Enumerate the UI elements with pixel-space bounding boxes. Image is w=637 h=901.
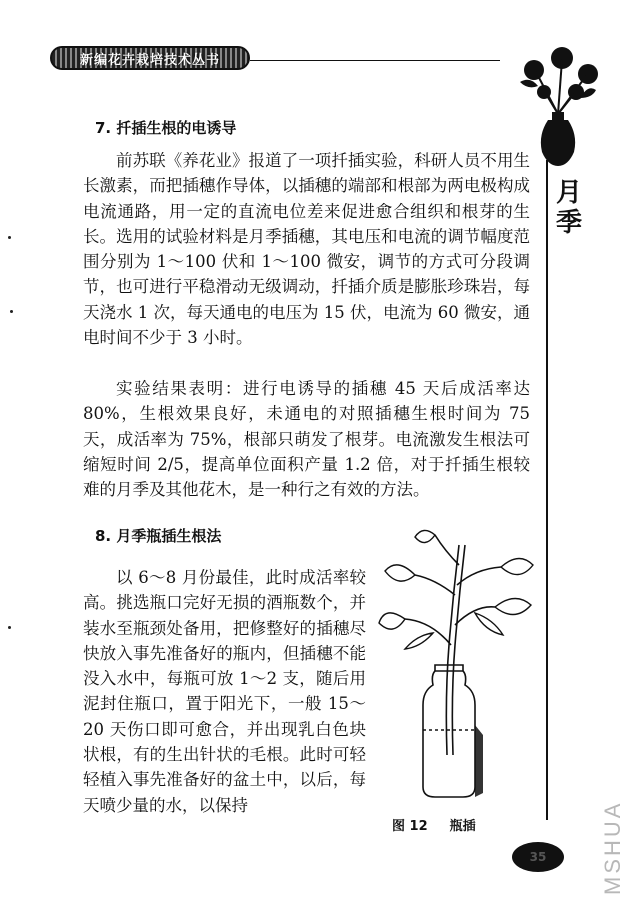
scan-speck: [8, 626, 11, 629]
body-paragraph: 实验结果表明：进行电诱导的插穗 45 天后成活率达 80%，生根效果良好，未通电的对照插穗生根时间为 75 天，成活率为 75%，根部只萌发了根芽。电流激发生根法可缩短时间 2/5，提高单位面积产量 1.2 倍，对于扦插生根较难的月季及其他花木，是一种行之有效的方法。: [83, 379, 530, 500]
series-title: 新编花卉栽培技术丛书: [79, 52, 220, 68]
series-banner: [50, 46, 250, 70]
vertical-spine-line: [546, 160, 548, 820]
figure-caption: [392, 815, 476, 834]
section-heading-7: 7. 扦插生根的电诱导: [95, 119, 237, 137]
figure-title: 瓶插: [449, 819, 476, 834]
bottle-cutting-illustration: [375, 525, 535, 810]
section-heading-8: 8. 月季瓶插生根法: [95, 527, 222, 545]
header-rule: [250, 60, 500, 61]
scan-speck: [8, 236, 11, 239]
chapter-side-label: 月季: [556, 178, 583, 238]
body-paragraph: 前苏联《养花业》报道了一项扦插实验，科研人员不用生长激素，而把插穗作导体，以插穗的端部和根部为两电极构成电流通路，用一定的直流电位差来促进愈合组织和根芽的生长。选用的试验材料是月季插穗，其电压和电流的调节幅度范围分别为 1～100 伏和 1～100 微安，调节的方式可分段调节，也可进行平稳滑动无级调动，扦插介质是膨胀珍珠岩，每天浇水 1 次，每天通电的电压为 15 伏，电流为 60 微安，通电时间不少于 3 小时。: [83, 151, 530, 348]
figure-number: 图 12: [392, 819, 428, 834]
scan-speck: [10, 310, 13, 313]
page-number-badge: [512, 842, 564, 872]
watermark-text: MSHUA: [600, 800, 625, 895]
page-number: 35: [529, 850, 547, 864]
body-paragraph: 以 6～8 月份最佳，此时成活率较高。挑选瓶口完好无损的酒瓶数个，并装水至瓶颈处备用，把修整好的插穗尽快放入事先准备好的瓶内，但插穗不能没入水中，每瓶可放 1～2 支，随后用泥封住瓶口，置于阳光下，一般 15～20 天伤口即可愈合，并出现乳白色块状根，有的生出针状的毛根。此时可轻轻植入事先准备好的盆土中，以后，每天喷少量的水，以保持: [83, 568, 366, 815]
